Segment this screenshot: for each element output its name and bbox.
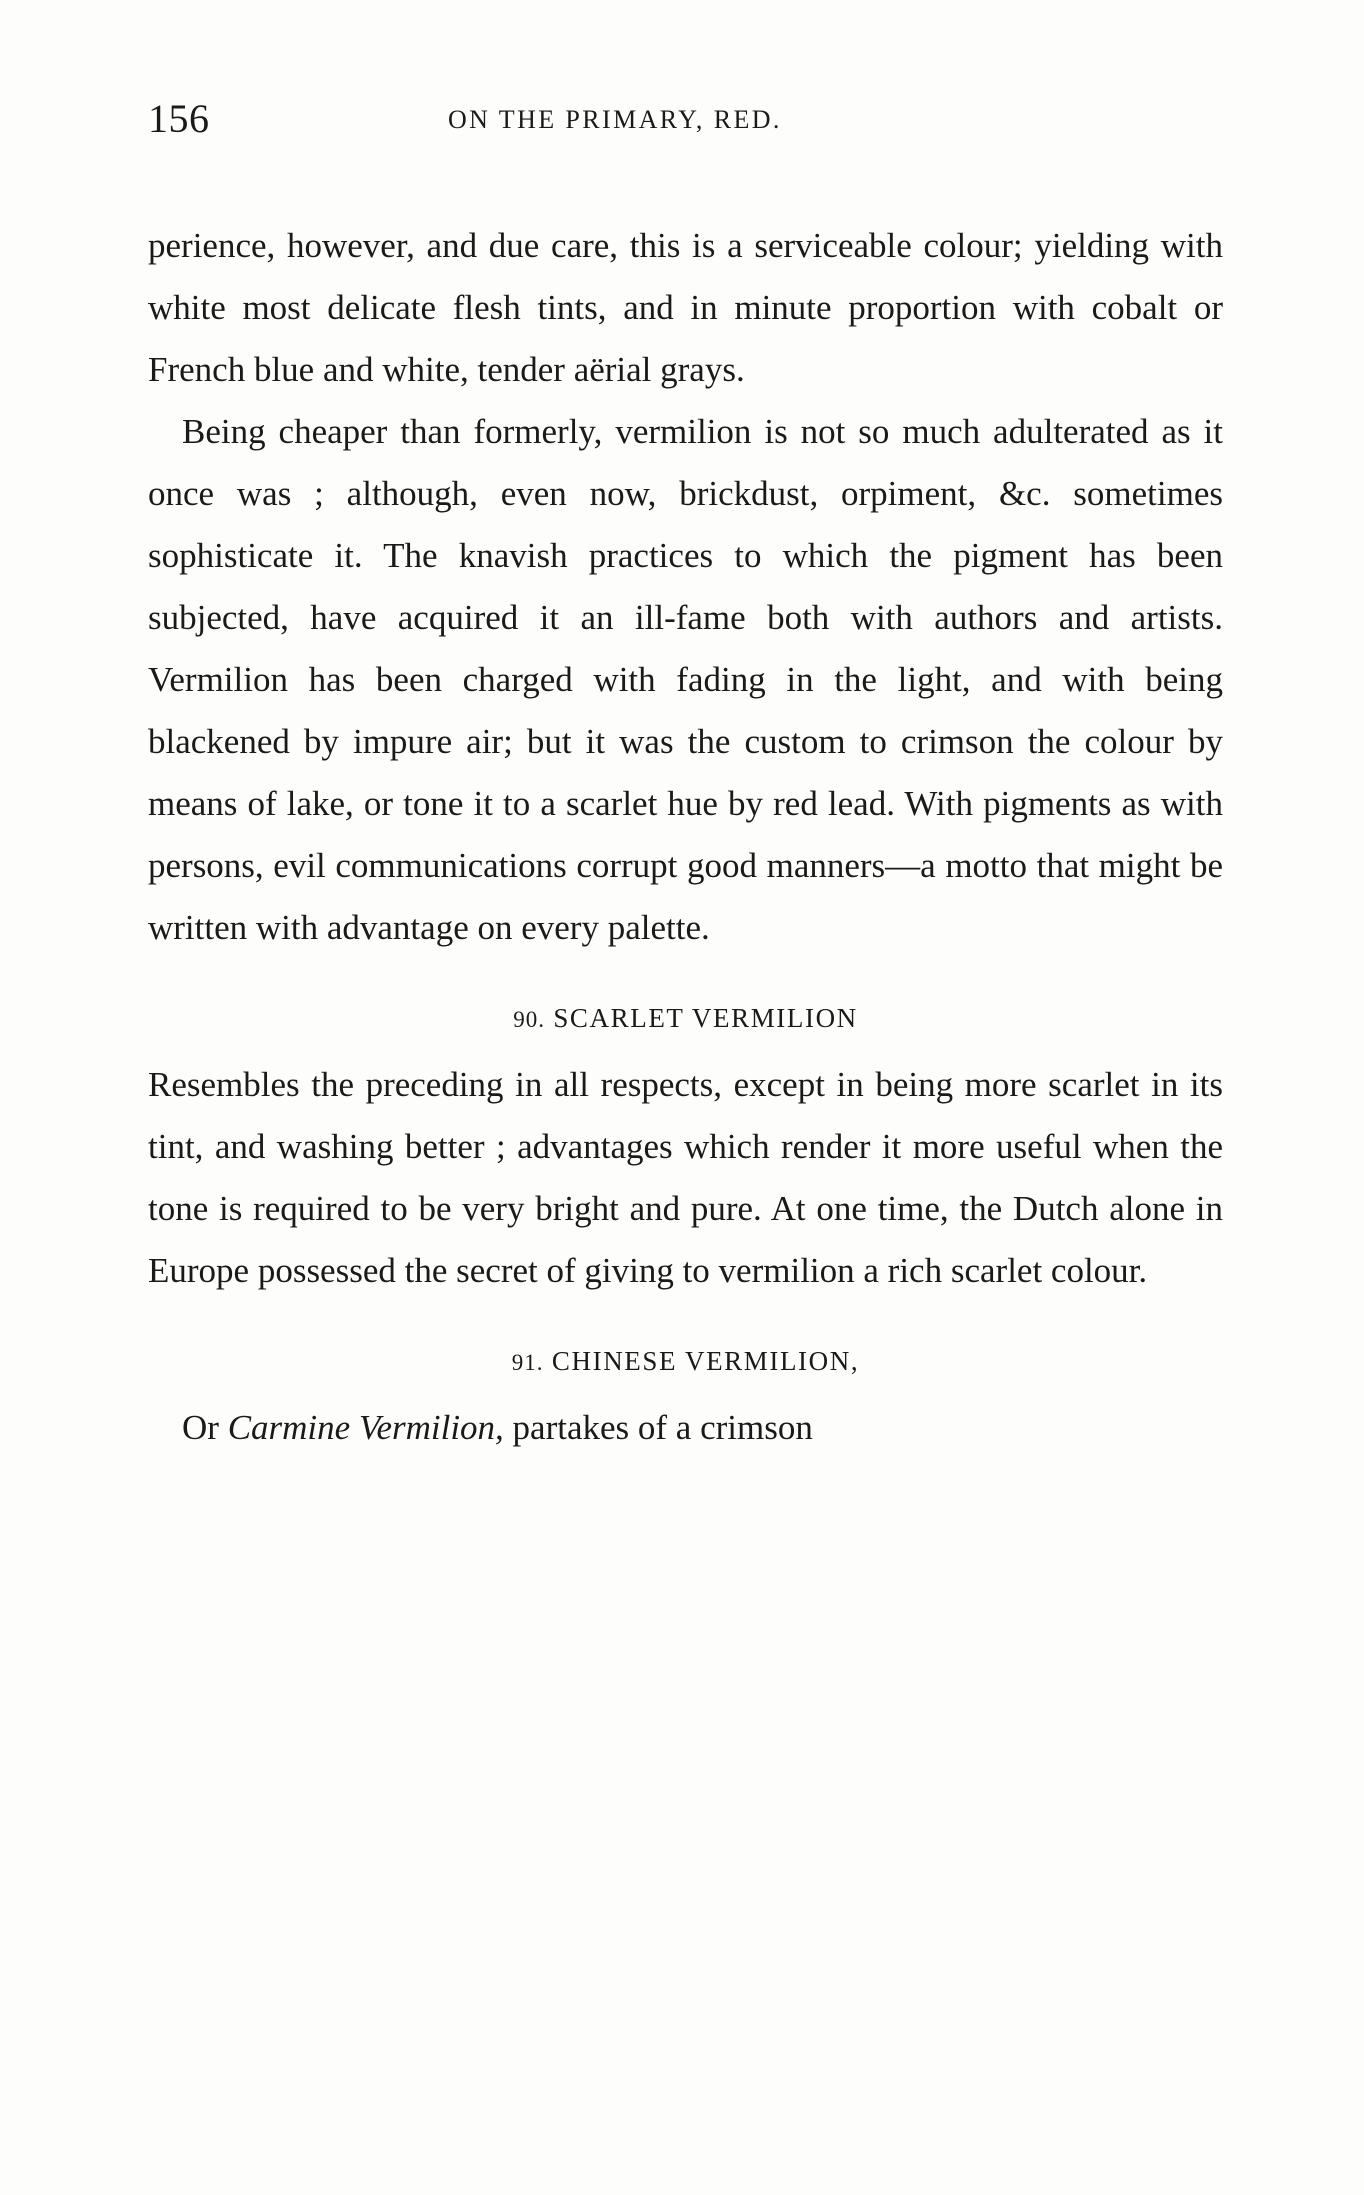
paragraph-continued: perience, however, and due care, this is a serviceable colour; yielding with white most delicate flesh tints, and in minute proportion with cobalt or French blue and white, tender aërial grays. — [148, 226, 1223, 389]
section-title-90: SCARLET VERMILION — [553, 1003, 858, 1033]
paragraph-chinese-vermilion — [148, 1397, 1223, 1459]
body-column — [148, 215, 1223, 1459]
section-heading-90 — [148, 1003, 1223, 1034]
line-start-text: Or — [182, 1408, 228, 1447]
section-number-91: 91. — [511, 1350, 544, 1375]
running-head: ON THE PRIMARY, RED. — [448, 105, 782, 134]
section-number-90: 90. — [513, 1007, 545, 1032]
line-end-text: partakes of a crimson — [503, 1408, 813, 1447]
paragraph-scarlet-vermilion: Resembles the preceding in all respects, except in being more scarlet in its tint, and washing better ; advantages which render it more useful when the tone is required to be very bright and pure. At one time, the Dutch alone in Europe possessed the secret of giving to vermilion a rich scarlet colour. — [148, 1065, 1223, 1290]
section-heading-91 — [148, 1346, 1223, 1377]
page-header — [148, 95, 948, 145]
section-title-91: CHINESE VERMILION, — [551, 1346, 860, 1376]
line-italic-text: Carmine Vermilion, — [227, 1408, 504, 1447]
paragraph-vermilion-adulteration: Being cheaper than formerly, vermilion is not so much adulterated as it once was ; although, even now, brickdust, orpiment, &c. sometimes sophisticate it. The knavish practices to which the pigment has been subjected, have acquired it an ill-fame both with authors and artists. Vermilion has been charged with fading in the light, and with being blackened by impure air; but it was the custom to crimson the colour by means of lake, or tone it to a scarlet hue by red lead. With pigments as with persons, evil communications corrupt good manners—a motto that might be written with advantage on every palette. — [148, 412, 1223, 947]
page-number: 156 — [148, 96, 210, 141]
